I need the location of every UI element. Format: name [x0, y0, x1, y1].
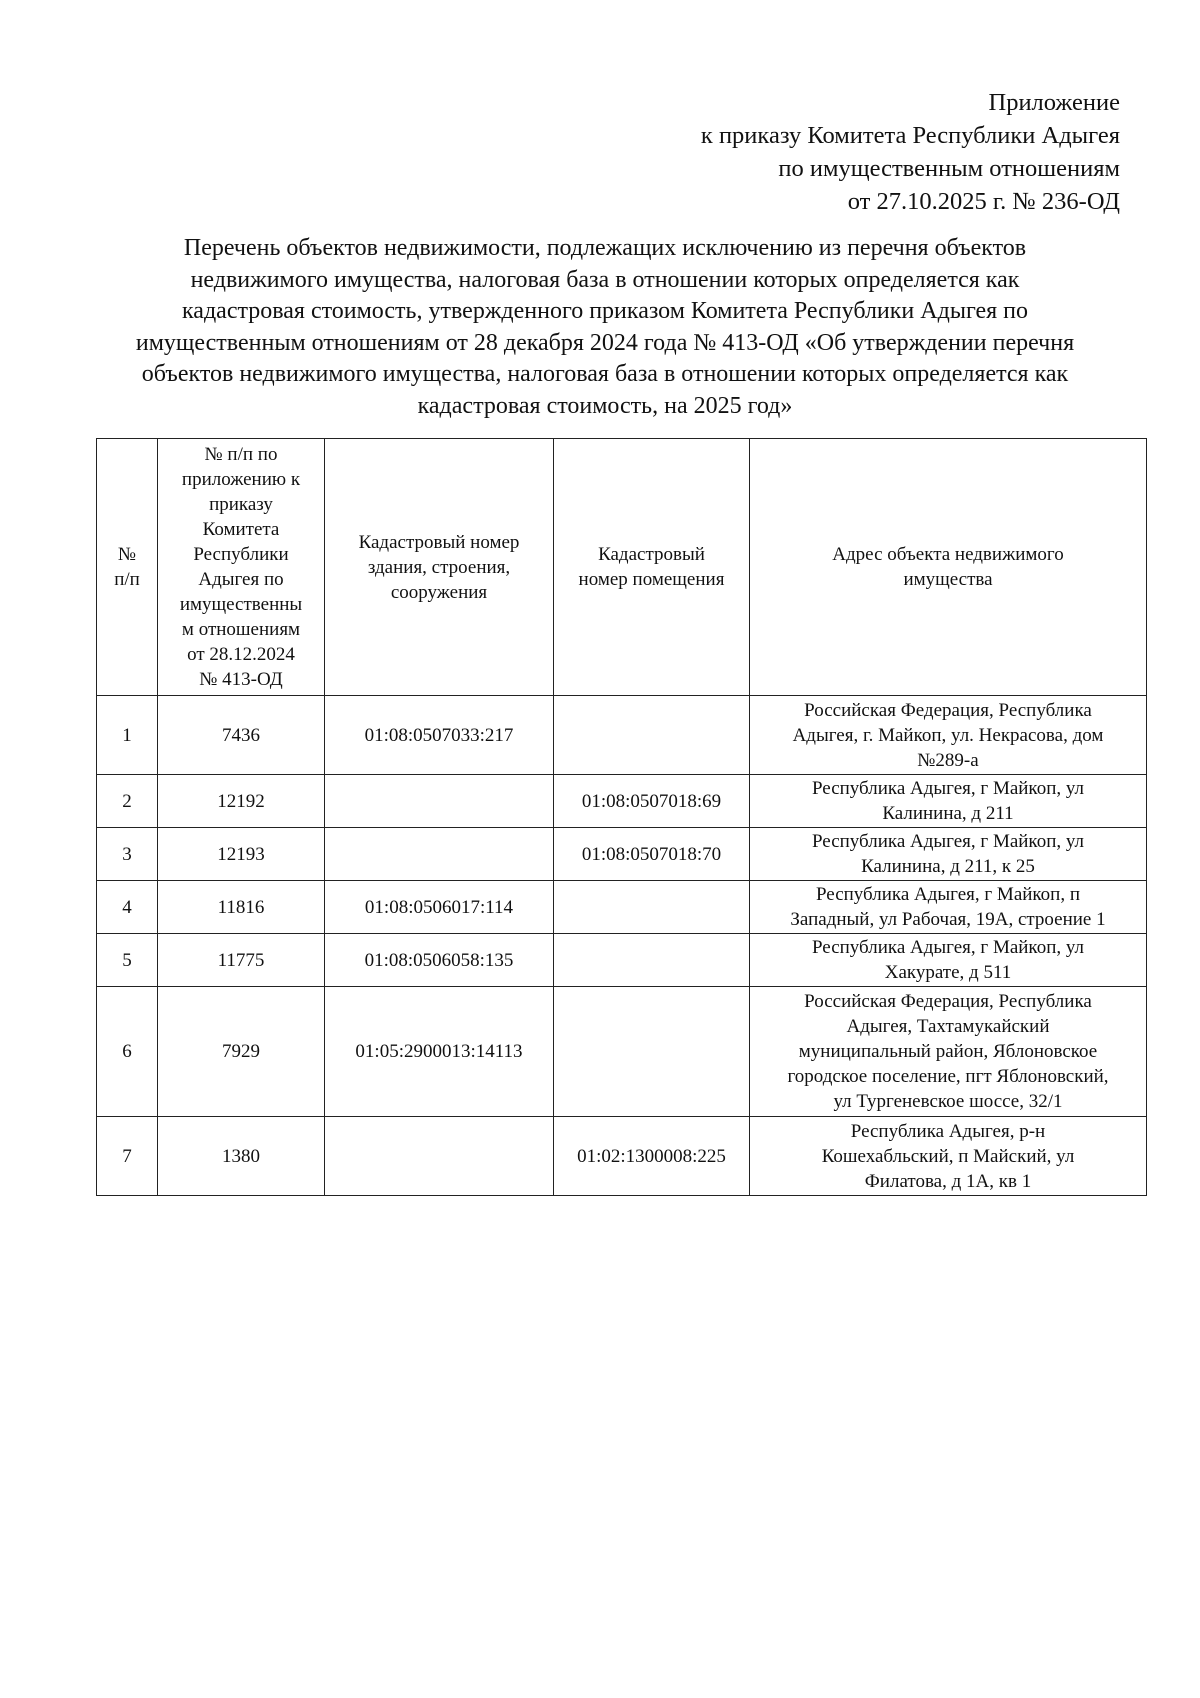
cell-line: Кадастровый: [598, 544, 705, 565]
cell-line: имущества: [903, 569, 993, 590]
title-line: недвижимого имущества, налоговая база в отношении которых определяется как: [190, 266, 1020, 293]
cell-building: 01:08:0506017:114: [325, 881, 554, 934]
cell-ref: 11775: [158, 934, 325, 987]
cell-address: [750, 987, 1147, 1117]
table-row: [97, 828, 1147, 881]
cell-num: 6: [97, 987, 158, 1117]
appendix-line: по имущественным отношениям: [778, 155, 1120, 182]
cell-room: [554, 881, 750, 934]
cell-line: Республики: [193, 544, 289, 565]
cell-address: [750, 934, 1147, 987]
cell-line: сооружения: [390, 581, 488, 603]
table-row: [97, 987, 1147, 1117]
cell-num: 1: [97, 696, 158, 775]
cell-line: имущественны: [179, 594, 303, 615]
table-header-row: [97, 439, 1147, 696]
title-line: Перечень объектов недвижимости, подлежащих исключению из перечня объектов: [183, 235, 1027, 261]
appendix-header: [701, 86, 1120, 218]
header-num: [97, 439, 158, 696]
cell-line: Республика Адыгея, г Майкоп, ул: [811, 778, 1085, 799]
cell-address: [750, 828, 1147, 881]
cell-line: Республика Адыгея, р-н: [850, 1120, 1046, 1142]
cell-line: № 413-ОД: [199, 669, 283, 690]
cell-ref: 11816: [158, 881, 325, 934]
cell-room: 01:08:0507018:70: [554, 828, 750, 881]
cell-ref: 7929: [158, 987, 325, 1117]
cell-num: 5: [97, 934, 158, 987]
cell-ref: 1380: [158, 1117, 325, 1196]
table-row: [97, 934, 1147, 987]
header-room-cadastral: [554, 439, 750, 696]
cell-address: [750, 775, 1147, 828]
cell-line: Республика Адыгея, г Майкоп, ул: [811, 937, 1085, 958]
cell-line: Адыгея, Тахтамукайский: [846, 1016, 1050, 1037]
cell-line: муниципальный район, Яблоновское: [798, 1041, 1098, 1062]
cell-num: 2: [97, 775, 158, 828]
header-address: [750, 439, 1147, 696]
cell-line: Кадастровый номер: [358, 531, 520, 553]
title-line: кадастровая стоимость, утвержденного приказом Комитета Республики Адыгея по: [182, 298, 1028, 324]
cell-line: Российская Федерация, Республика: [804, 699, 1092, 721]
appendix-line: от 27.10.2025 г. № 236-ОД: [847, 188, 1120, 215]
cell-line: п/п: [114, 569, 140, 590]
cell-line: м отношениям: [181, 619, 301, 640]
cell-building: [325, 775, 554, 828]
table-row: [97, 696, 1147, 775]
cell-ref: 12192: [158, 775, 325, 828]
table-row: [97, 1117, 1147, 1196]
appendix-line: Приложение: [988, 89, 1120, 116]
cell-line: номер помещения: [578, 569, 725, 590]
cell-building: [325, 828, 554, 881]
header-building-cadastral: [325, 439, 554, 696]
cell-address: [750, 1117, 1147, 1196]
cell-address: [750, 881, 1147, 934]
cell-line: приложению к: [181, 469, 301, 490]
cell-line: от 28.12.2024: [187, 644, 295, 665]
cell-line: Адыгея, г. Майкоп, ул. Некрасова, дом: [792, 724, 1104, 746]
cell-line: №: [117, 544, 137, 565]
cell-num: 4: [97, 881, 158, 934]
cell-building: [325, 1117, 554, 1196]
cell-ref: 12193: [158, 828, 325, 881]
cell-num: 7: [97, 1117, 158, 1196]
cell-line: Хакурате, д 511: [884, 962, 1012, 983]
cell-line: Западный, ул Рабочая, 19А, строение 1: [790, 909, 1106, 930]
cell-building: 01:05:2900013:14113: [325, 987, 554, 1117]
table-row: [97, 881, 1147, 934]
document-title: [60, 233, 1150, 422]
cell-room: 01:02:1300008:225: [554, 1117, 750, 1196]
cell-room: [554, 696, 750, 775]
header-ref: [158, 439, 325, 696]
cell-room: [554, 987, 750, 1117]
cell-line: ул Тургеневское шоссе, 32/1: [833, 1091, 1063, 1112]
cell-num: 3: [97, 828, 158, 881]
cell-line: Республика Адыгея, г Майкоп, ул: [811, 831, 1085, 852]
cell-line: Калинина, д 211, к 25: [861, 856, 1035, 877]
cell-line: Филатова, д 1А, кв 1: [864, 1170, 1032, 1192]
cell-address: [750, 696, 1147, 775]
cell-line: Калинина, д 211: [882, 803, 1014, 824]
cell-ref: 7436: [158, 696, 325, 775]
cell-line: Российская Федерация, Республика: [804, 991, 1092, 1012]
cell-line: Кошехабльский, п Майский, ул: [821, 1145, 1075, 1167]
cell-room: 01:08:0507018:69: [554, 775, 750, 828]
cell-building: 01:08:0506058:135: [325, 934, 554, 987]
cell-line: Республика Адыгея, г Майкоп, п: [815, 884, 1081, 905]
cell-line: городское поселение, пгт Яблоновский,: [787, 1066, 1109, 1087]
cell-line: Адрес объекта недвижимого: [832, 544, 1064, 565]
title-line: кадастровая стоимость, на 2025 год»: [417, 392, 793, 419]
cell-line: здания, строения,: [367, 556, 511, 578]
cell-building: 01:08:0507033:217: [325, 696, 554, 775]
cell-room: [554, 934, 750, 987]
cell-line: приказу: [209, 494, 273, 515]
cell-line: Комитета: [202, 519, 280, 540]
title-line: имущественным отношениям от 28 декабря 2024 года № 413-ОД «Об утверждении перечня: [135, 329, 1075, 356]
cell-line: Адыгея по: [198, 569, 284, 590]
property-table: [96, 438, 1147, 1196]
title-line: объектов недвижимого имущества, налоговая база в отношении которых определяется как: [141, 361, 1069, 387]
appendix-line: к приказу Комитета Республики Адыгея: [700, 122, 1120, 149]
cell-line: № п/п по: [204, 444, 278, 465]
table-row: [97, 775, 1147, 828]
cell-line: №289-а: [917, 749, 979, 771]
